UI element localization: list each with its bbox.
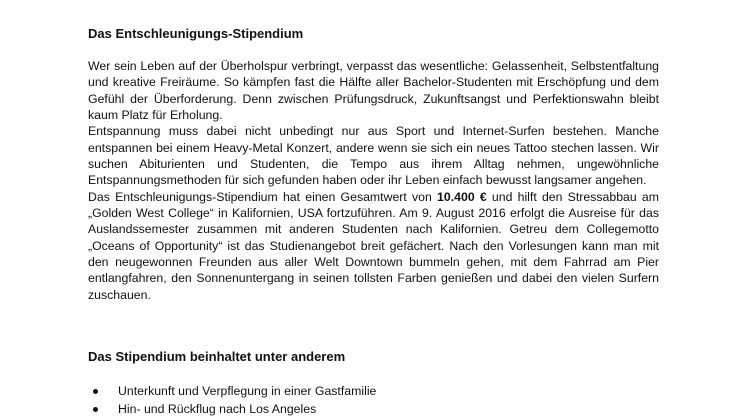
scholarship-amount: 10.400 € <box>437 189 487 204</box>
paragraph-scholarship <box>88 189 659 303</box>
section-subtitle: Das Stipendium beinhaltet unter anderem <box>88 349 346 364</box>
paragraph-relaxation: Entspannung muss dabei nicht unbedingt nur aus Sport und Internet-Surfen bestehen. Manche entspannen bei einem Heavy-Metal Konzert, andere wenn sie sich ein neues Tattoo stechen lassen. Wir suchen Abiturienten und Studenten, die Tempo aus ihrem Alltag nehmen, ungewöhnliche Entspannungsmethoden für sich gefunden haben oder ihr Leben einfach bewusst langsamer angehen. <box>88 124 659 188</box>
document-title: Das Entschleunigungs-Stipendium <box>88 26 304 41</box>
bullet-dot-icon <box>93 389 98 394</box>
body-text <box>88 58 659 303</box>
list-item <box>88 401 659 419</box>
benefits-list <box>88 383 659 418</box>
list-item-text: Unterkunft und Verpflegung in einer Gastfamilie <box>118 384 377 398</box>
paragraph-scholarship-rest: und hilft den Stressabbau am „Golden West College“ in Kalifornien, USA fortzuführen. Am 9. August 2016 erfolgt die Ausreise für das Auslandssemester zusammen mit anderen Studenten nach Kalifornien. Getreu dem Collegemotto „Oceans of Opportunity“ ist das Studienangebot breit gefächert. Nach den Vorlesungen kann man mit den neugewonnen Freunden aus aller Welt Downtown bummeln gehen, mit dem Fahrrad am Pier entlangfahren, den Sonnenuntergang in seinen tollsten Farben genießen und dabei den vielen Surfern zuschauen. <box>88 189 659 302</box>
list-item <box>88 383 659 401</box>
bullet-dot-icon <box>93 407 98 412</box>
paragraph-intro: Wer sein Leben auf der Überholspur verbringt, verpasst das wesentliche: Gelassenheit, Selbstentfaltung und kreative Freiräume. So kämpfen fast die Hälfte aller Bachelor-Studenten mit Erschöpfung und dem Gefühl der Überforderung. Denn zwischen Prüfungsdruck, Zukunftsangst und Perfektionswahn bleibt kaum Platz für Erholung. <box>88 59 659 123</box>
list-item-text: Hin- und Rückflug nach Los Angeles <box>118 401 317 416</box>
paragraph-scholarship-start: Das Entschleunigungs-Stipendium hat einen Gesamtwert von <box>88 189 438 204</box>
